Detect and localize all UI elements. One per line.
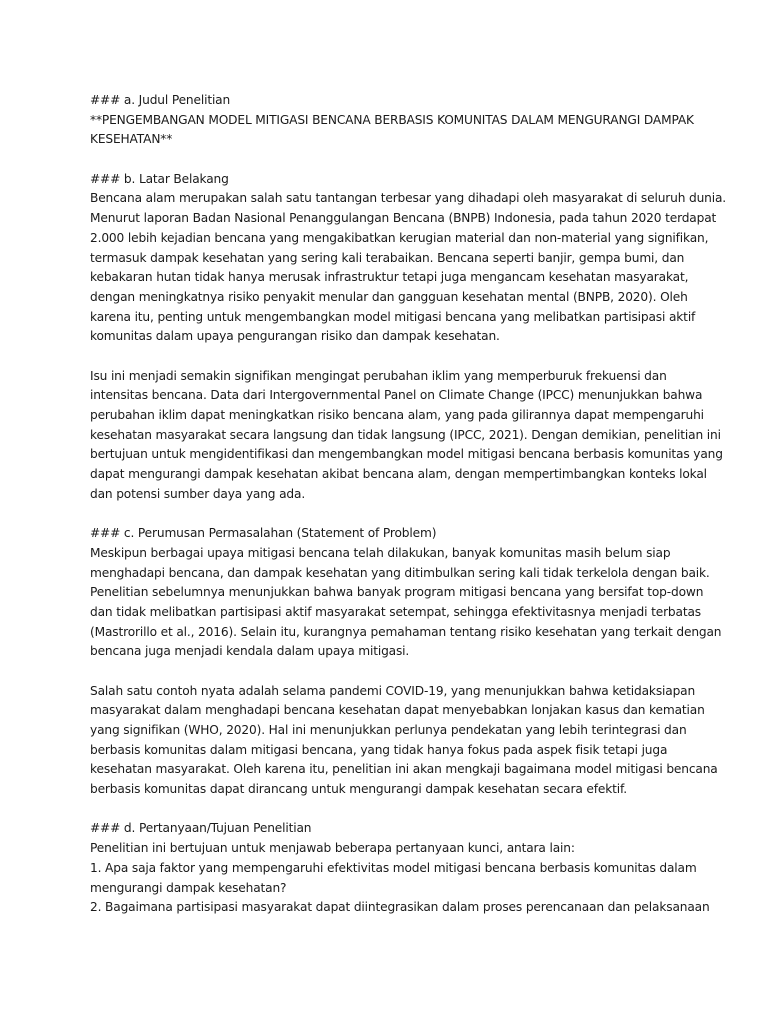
- background-paragraph-2: [90, 367, 723, 505]
- section-c-heading: ### c. Perumusan Permasalahan (Statement of Problem): [90, 526, 437, 541]
- document-body: [90, 91, 727, 918]
- text-line: dengan meningkatnya risiko penyakit menular dan gangguan kesehatan mental (BNPB, 2020). Oleh: [90, 289, 688, 304]
- text-line: Penelitian ini bertujuan untuk menjawab beberapa pertanyaan kunci, antara lain:: [90, 841, 575, 856]
- text-line: bencana juga menjadi kendala dalam upaya mitigasi.: [90, 644, 410, 659]
- text-line: kebakaran hutan tidak hanya merusak infrastruktur tetapi juga mengancam kesehatan masyarakat,: [90, 270, 689, 285]
- text-line: termasuk dampak kesehatan yang sering kali terabaikan. Bencana seperti banjir, gempa bumi, dan: [90, 250, 685, 265]
- paragraph-gap: [90, 662, 690, 682]
- problem-paragraph-2: [90, 682, 718, 800]
- section-a-heading: ### a. Judul Penelitian: [90, 93, 231, 107]
- text-line: komunitas dalam upaya pengurangan risiko dan dampak kesehatan.: [90, 329, 500, 344]
- list-item: 1. Apa saja faktor yang mempengaruhi efektivitas model mitigasi bencana berbasis komunitas dalam: [90, 860, 697, 875]
- text-line: Bencana alam merupakan salah satu tantangan terbesar yang dihadapi oleh masyarakat di seluruh dunia.: [90, 191, 727, 206]
- text-line: Meskipun berbagai upaya mitigasi bencana telah dilakukan, banyak komunitas masih belum siap: [90, 545, 671, 560]
- paragraph-gap: [90, 150, 690, 170]
- text-line: intensitas bencana. Data dari Intergovernmental Panel on Climate Change (IPCC) menunjukkan bahwa: [90, 388, 703, 403]
- text-line: kesehatan masyarakat. Oleh karena itu, penelitian ini akan mengkaji bagaimana model mitigasi bencana: [90, 762, 718, 777]
- paragraph-gap: [90, 347, 690, 367]
- text-line: kesehatan masyarakat secara langsung dan tidak langsung (IPCC, 2021). Dengan demikian, penelitian ini: [90, 427, 721, 442]
- text-line: masyarakat dalam menghadapi bencana kesehatan dapat menyebabkan lonjakan kasus dan kematian: [90, 703, 705, 718]
- text-line: (Mastrorillo et al., 2016). Selain itu, kurangnya pemahaman tentang risiko kesehatan yang terkait dengan: [90, 624, 722, 639]
- text-line: karena itu, penting untuk mengembangkan model mitigasi bencana yang melibatkan partisipasi aktif: [90, 309, 696, 324]
- text-line: 2.000 lebih kejadian bencana yang mengakibatkan kerugian material dan non-material yang signifikan,: [90, 230, 709, 245]
- text-line: Penelitian sebelumnya menunjukkan bahwa banyak program mitigasi bencana yang bersifat top-down: [90, 585, 704, 600]
- paragraph-gap: [90, 800, 690, 820]
- research-title-line: **PENGEMBANGAN MODEL MITIGASI BENCANA BERBASIS KOMUNITAS DALAM MENGURANGI DAMPAK: [90, 112, 694, 127]
- text-line: mengurangi dampak kesehatan?: [90, 880, 287, 895]
- text-line: berbasis komunitas dapat dirancang untuk mengurangi dampak kesehatan secara efektif.: [90, 782, 627, 797]
- research-questions: [90, 839, 710, 918]
- text-line: Salah satu contoh nyata adalah selama pandemi COVID-19, yang menunjukkan bahwa ketidaksiapan: [90, 683, 696, 698]
- section-b-heading: ### b. Latar Belakang: [90, 171, 229, 186]
- text-line: yang signifikan (WHO, 2020). Hal ini menunjukkan perlunya pendekatan yang lebih terintegrasi dan: [90, 723, 687, 737]
- background-paragraph-1: [90, 189, 727, 347]
- text-line: bertujuan untuk mengidentifikasi dan mengembangkan model mitigasi bencana berbasis komunitas yang: [90, 447, 723, 462]
- section-d-heading: ### d. Pertanyaan/Tujuan Penelitian: [90, 821, 312, 836]
- text-line: menghadapi bencana, dan dampak kesehatan yang ditimbulkan sering kali tidak terkelola dengan baik.: [90, 565, 710, 580]
- text-line: perubahan iklim dapat meningkatkan risiko bencana alam, yang pada gilirannya dapat mempengaruhi: [90, 408, 704, 422]
- text-line: Menurut laporan Badan Nasional Penanggulangan Bencana (BNPB) Indonesia, pada tahun 2020 terdapat: [90, 211, 717, 226]
- text-line: dan tidak melibatkan partisipasi aktif masyarakat setempat, sehingga efektivitasnya menjadi terbatas: [90, 604, 701, 619]
- text-line: dapat mengurangi dampak kesehatan akibat bencana alam, dengan mempertimbangkan konteks lokal: [90, 467, 707, 482]
- research-title-line: KESEHATAN**: [90, 132, 173, 147]
- problem-paragraph-1: [90, 544, 722, 662]
- text-line: dan potensi sumber daya yang ada.: [90, 486, 306, 501]
- text-line: Isu ini menjadi semakin signifikan mengingat perubahan iklim yang memperburuk frekuensi dan: [90, 368, 667, 383]
- list-item: 2. Bagaimana partisipasi masyarakat dapat diintegrasikan dalam proses perencanaan dan pelaksanaan: [90, 900, 710, 915]
- paragraph-gap: [90, 504, 690, 524]
- text-line: berbasis komunitas dalam mitigasi bencana, yang tidak hanya fokus pada aspek fisik tetapi juga: [90, 742, 668, 757]
